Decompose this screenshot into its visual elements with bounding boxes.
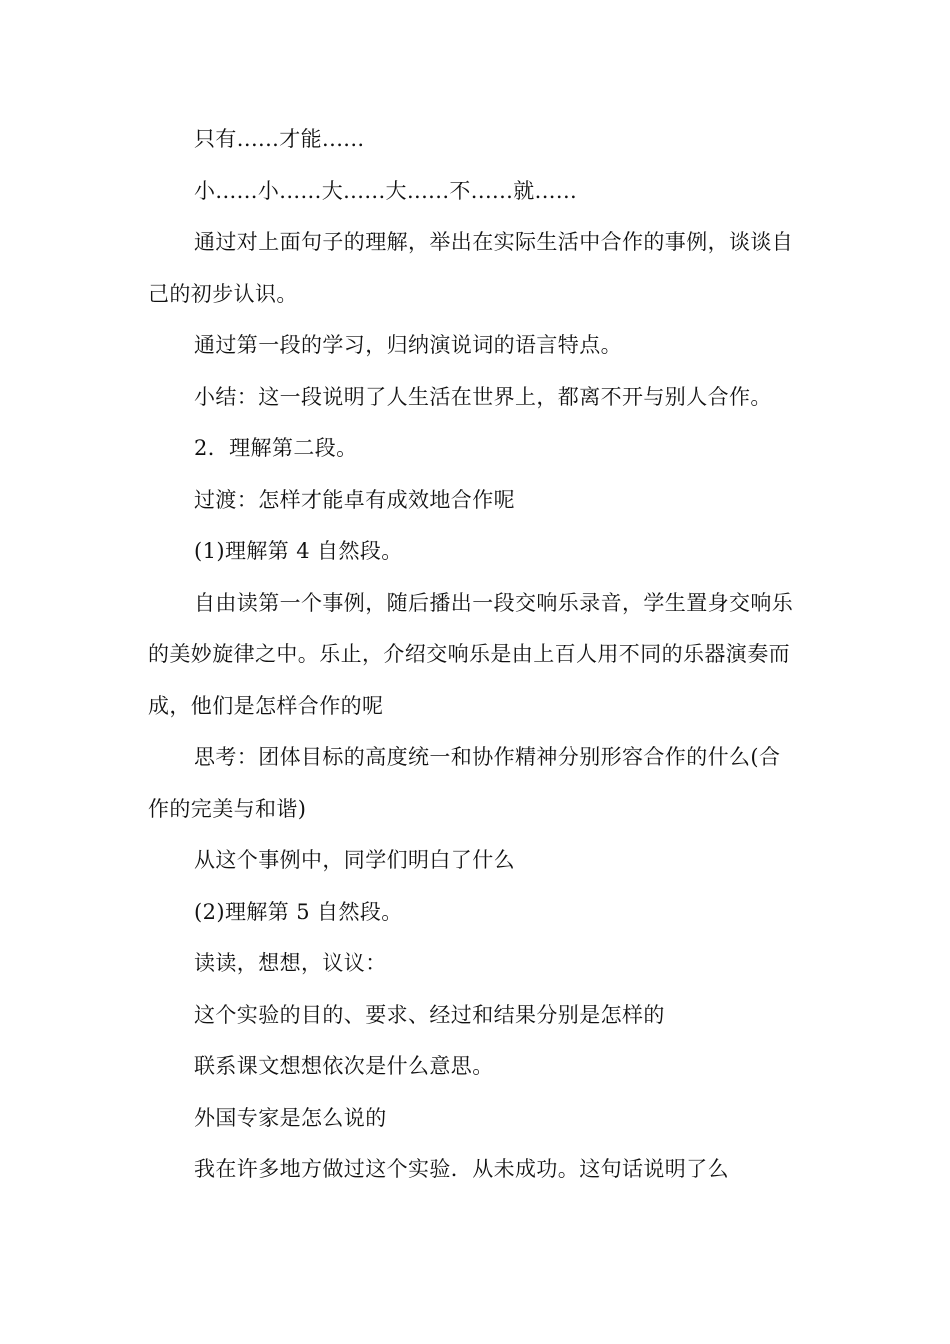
paragraph-6: 2．理解第二段。 — [194, 436, 358, 460]
paragraph-12: (2)理解第 5 自然段。 — [194, 899, 403, 924]
paragraph-15: 联系课文想想依次是什么意思。 — [194, 1054, 494, 1078]
paragraph-17: 我在许多地方做过这个实验．从未成功。这句话说明了么 — [194, 1157, 729, 1181]
paragraph-8: (1)理解第 4 自然段。 — [194, 539, 403, 563]
paragraph-16: 外国专家是怎么说的 — [194, 1105, 387, 1130]
paragraph-3: 通过对上面句子的理解，举出在实际生活中合作的事例，谈谈自己的初步认识。 — [148, 230, 794, 306]
document-body — [148, 114, 800, 1196]
paragraph-13: 读读，想想，议议： — [194, 951, 387, 975]
paragraph-2: 小......小......大......大......不......就...... — [194, 178, 578, 203]
paragraph-5: 小结：这一段说明了人生活在世界上，都离不开与别人合作。 — [194, 384, 772, 409]
paragraph-1: 只有......才能...... — [194, 127, 365, 151]
paragraph-9: 自由读第一个事例，随后播出一段交响乐录音，学生置身交响乐的美妙旋律之中。乐止，介绍交响乐是由上百人用不同的乐器演奏而成，他们是怎样合作的呢 — [148, 590, 794, 718]
paragraph-4: 通过第一段的学习，归纳演说词的语言特点。 — [194, 333, 622, 357]
paragraph-14: 这个实验的目的、要求、经过和结果分别是怎样的 — [194, 1002, 665, 1027]
paragraph-7: 过渡：怎样才能卓有成效地合作呢 — [194, 487, 515, 512]
paragraph-10: 思考：团体目标的高度统一和协作精神分别形容合作的什么(合作的完美与和谐) — [148, 745, 781, 821]
paragraph-11: 从这个事例中，同学们明白了什么 — [194, 848, 515, 872]
